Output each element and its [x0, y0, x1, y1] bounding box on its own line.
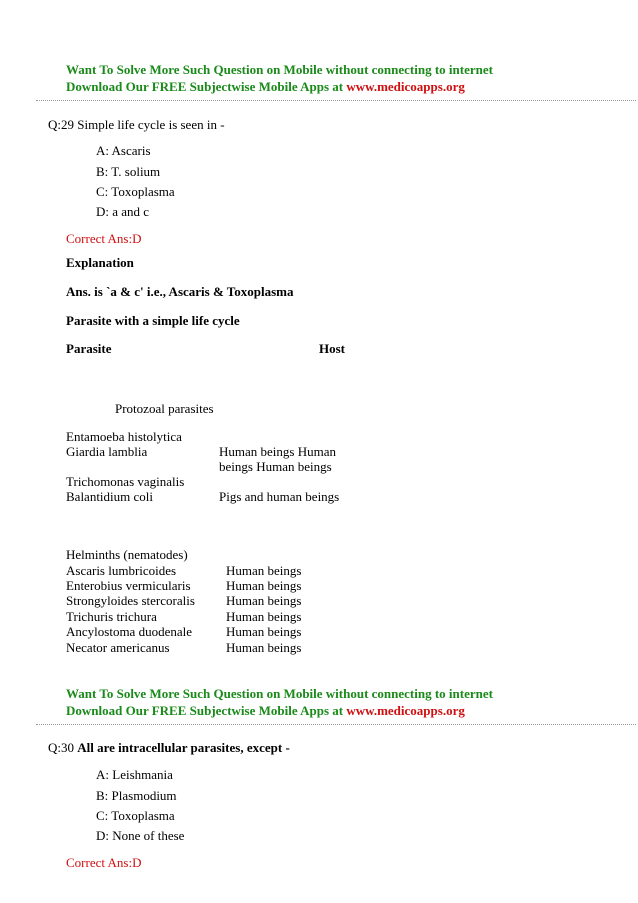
- parasite-cell: Necator americanus: [66, 640, 170, 655]
- parasite-cell: Giardia lamblia: [66, 444, 148, 459]
- promo-prefix: Download Our FREE Subjectwise Mobile Apps at: [66, 79, 347, 94]
- parasite-cell: Trichuris trichura: [66, 609, 157, 624]
- parasite-cell: Strongyloides stercoralis: [66, 593, 195, 608]
- promo-link[interactable]: www.medicoapps.org: [346, 79, 465, 94]
- parasite-cell: Balantidium coli: [66, 489, 154, 504]
- option-b[interactable]: B: T. solium: [96, 164, 161, 179]
- host-cell: Human beings: [226, 563, 302, 578]
- option-b[interactable]: B: Plasmodium: [96, 788, 177, 803]
- parasite-cell: Trichomonas vaginalis: [66, 474, 185, 489]
- question-text: All are intracellular parasites, except -: [77, 740, 290, 755]
- option-d[interactable]: D: a and c: [96, 204, 150, 219]
- correct-answer: Correct Ans:D: [66, 855, 142, 870]
- parasite-cell: Ascaris lumbricoides: [66, 563, 177, 578]
- question-29: [48, 117, 225, 133]
- helminth-heading: Helminths (nematodes): [66, 547, 188, 562]
- parasite-cell: Entamoeba histolytica: [66, 429, 182, 444]
- question-number: Q:29: [48, 117, 74, 132]
- question-30: [48, 740, 290, 756]
- host-cell: Human beings: [226, 593, 302, 608]
- host-cell: Pigs and human beings: [219, 489, 340, 504]
- question-text: Simple life cycle is seen in -: [77, 117, 225, 132]
- divider: [36, 100, 636, 101]
- promo-link[interactable]: www.medicoapps.org: [346, 703, 465, 718]
- promo-line-1: Want To Solve More Such Question on Mobile without connecting to internet: [66, 686, 493, 701]
- host-cell: beings Human beings: [219, 459, 332, 474]
- option-a[interactable]: A: Leishmania: [96, 767, 173, 782]
- correct-answer: Correct Ans:D: [66, 231, 142, 246]
- column-parasite: Parasite: [66, 341, 112, 356]
- host-cell: Human beings: [226, 609, 302, 624]
- divider: [36, 724, 636, 725]
- parasite-cell: Enterobius vermicularis: [66, 578, 191, 593]
- host-cell: Human beings Human: [219, 444, 336, 459]
- host-cell: Human beings: [226, 640, 302, 655]
- column-host: Host: [319, 341, 345, 356]
- question-number: Q:30: [48, 740, 74, 755]
- host-cell: Human beings: [226, 578, 302, 593]
- explanation-heading: Explanation: [66, 255, 134, 270]
- promo-line-1: Want To Solve More Such Question on Mobile without connecting to internet: [66, 62, 493, 77]
- option-a[interactable]: A: Ascaris: [96, 143, 151, 158]
- protozoal-heading: Protozoal parasites: [115, 401, 214, 416]
- promo-prefix: Download Our FREE Subjectwise Mobile Apps at: [66, 703, 347, 718]
- promo-line-2: [66, 703, 465, 719]
- table-title: Parasite with a simple life cycle: [66, 313, 240, 328]
- parasite-cell: Ancylostoma duodenale: [66, 624, 192, 639]
- host-cell: Human beings: [226, 624, 302, 639]
- option-c[interactable]: C: Toxoplasma: [96, 184, 175, 199]
- option-d[interactable]: D: None of these: [96, 828, 185, 843]
- promo-line-2: [66, 79, 465, 95]
- answer-line: Ans. is `a & c' i.e., Ascaris & Toxoplasma: [66, 284, 294, 299]
- option-c[interactable]: C: Toxoplasma: [96, 808, 175, 823]
